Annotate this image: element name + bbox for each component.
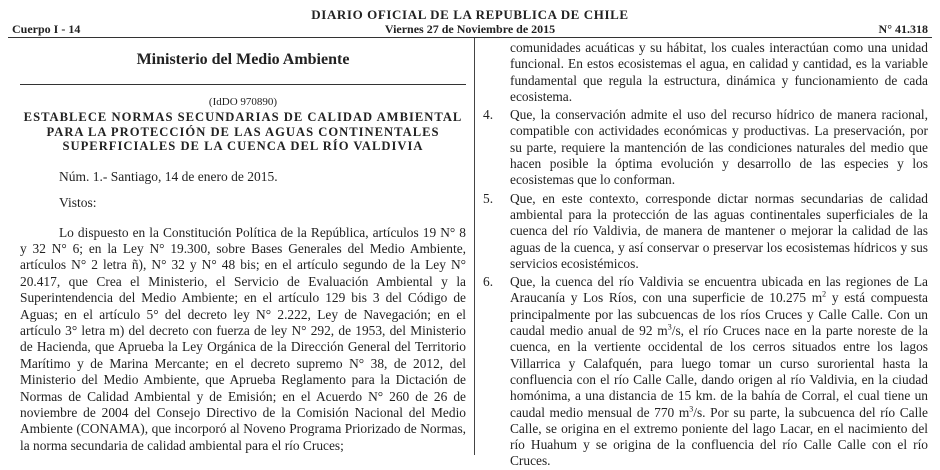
item-text: Que, en este contexto, corresponde dictar normas secundarias de calidad ambiental para la protección de las aguas continentales superficiales de la cuenca del río Valdivia, de manera de mantener o mejorar la calidad de las aguas de la cuenca, y así conservar o preservar los ecosistemas hídricos y sus servicios ecosistémicos. [510,190,928,271]
item-text-part: /s, el río Cruces nace en la parte noreste de la cuenca, en la vertiente occidental de los cerros situados entre los lagos Villarrica y Calafquén, para luego tomar un curso suroriental hasta la confluencia con el río Calle Calle, dando origen al río Valdivia, en la ciudad homónima, a una distancia de 15 km. de la bahía de Corral, el cual tiene un caudal medio mensual de 770 m [510,323,928,420]
item-number: 6. [483,274,494,290]
vistos-heading: Vistos: [59,194,97,210]
superscript: 3 [689,404,694,414]
continued-paragraph: comunidades acuáticas y su hábitat, los cuales interactúan como una unidad funcional. En estos ecosistemas el agua, en calidad y cantidad, es la variable fundamental que regula la estructura, dinámica y funcionamiento de cada ecosistema. [510,40,928,104]
document-id: (IdDO 970890) [208,96,278,108]
item-text-part: Que, la cuenca del río Valdivia se encuentra ubicada en las regiones de La Araucanía y Los Ríos, con una superficie de 10.275 m [510,274,928,306]
journal-title: DIARIO OFICIAL DE LA REPUBLICA DE CHILE [311,7,629,22]
item-text: Que, la conservación admite el uso del recurso hídrico de manera racional, compatible con actividades económicas y productivas. La preservación, por su parte, requiere la mantención de las condiciones naturales del medio que hacen posible la óptima evolución y desarrollo de las especies y los ecosistemas que lo conforman. [510,107,928,188]
superscript: 3 [667,322,672,332]
item-number: 5. [483,190,494,206]
left-column [20,38,466,454]
issue-number: N° 41.318 [878,22,928,36]
issue-date: Viernes 27 de Noviembre de 2015 [384,22,556,36]
item-number: 4. [483,107,494,123]
superscript: 2 [822,289,827,299]
title-line: PARA LA PROTECCIÓN DE LAS AGUAS CONTINENTALES [46,124,440,139]
considerando-item-6 [483,274,928,470]
title-line: SUPERFICIALES DE LA CUENCA DEL RÍO VALDIVIA [62,139,424,153]
considerando-item-5 [483,191,928,272]
considerando-item-4 [483,107,928,188]
section-label: Cuerpo I - 14 [12,22,81,36]
item-text [510,274,928,470]
document-title [20,110,466,154]
ministry-heading: Ministerio del Medio Ambiente [136,51,350,68]
item-text-part: y está compuesta principalmente por las subcuencas de los ríos Cruces y Calle Calle. Con un caudal medio anual de 92 m [510,290,928,339]
page-header [0,0,940,40]
item-text-part: /s. Por su parte, la subcuenca del río Calle Calle, se origina en el extremo poniente del lago Lacar, en el nacimiento del río Huahum y se origina de la confluencia del río Calle Calle con el río Cruces. [510,404,928,469]
right-column [483,40,928,470]
vistos-paragraph: Lo dispuesto en la Constitución Política de la República, artículos 19 N° 8 y 32 N° 6; en la Ley N° 19.300, sobre Bases Generales del Medio Ambiente, artículos N° 2 letra ñ), N° 32 y N° 48 bis; en el artículo segundo de la Ley N° 20.417, que Crea el Ministerio, el Servicio de Evaluación Ambiental y la Superintendencia del Medio Ambiente; en el artículo 129 bis 3 del Código de Aguas; en el artículo 5° del decreto ley N° 2.222, Ley de Navegación; en el artículo 3° letra m) del decreto con fuerza de ley N° 292, de 1953, del Ministerio de Hacienda, que Aprueba la Ley Orgánica de la Dirección General del Territorio Marítimo y de Marina Mercante; en el decreto supremo N° 38, de 2012, del Ministerio del Medio Ambiente, que Aprueba Reglamento para la Dictación de Normas de Calidad Ambiental y de Emisión; en el Acuerdo N° 260 de 26 de noviembre de 2004 del Consejo Directivo de la Comisión Nacional del Medio Ambiente (CONAMA), que incorporó al Noveno Programa Priorizado de Normas, la norma secundaria de calidad ambiental para el río Cruces; [20,224,466,453]
ministry-rule [20,84,466,85]
decree-number: Núm. 1.- Santiago, 14 de enero de 2015. [59,168,278,184]
column-divider [474,38,475,455]
title-line: ESTABLECE NORMAS SECUNDARIAS DE CALIDAD AMBIENTAL [23,110,463,124]
